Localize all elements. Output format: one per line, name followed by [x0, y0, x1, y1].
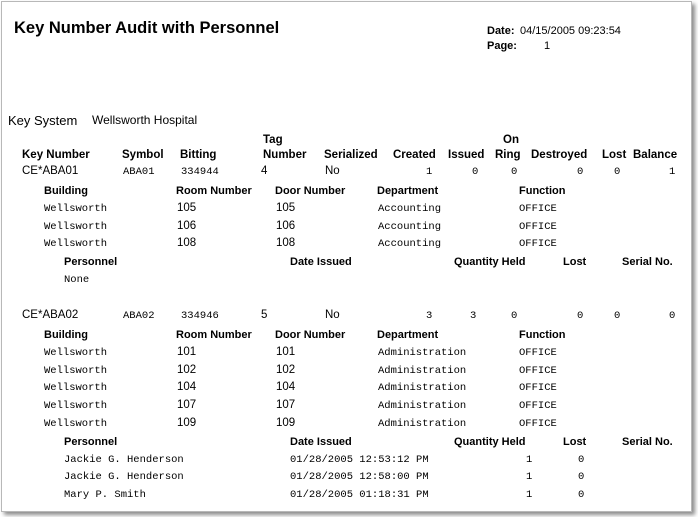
quantity-held-cell: 1 [526, 471, 533, 483]
function-cell: OFFICE [519, 382, 557, 394]
room-header-department: Department [377, 185, 439, 197]
lost-cell: 0 [578, 489, 585, 501]
lost-cell: 0 [578, 471, 585, 483]
balance-cell: 1 [669, 166, 676, 178]
created-cell: 3 [426, 310, 433, 322]
key-number-cell: CE*ABA02 [22, 309, 79, 321]
door-cell: 109 [276, 417, 296, 429]
destroyed-cell: 0 [577, 166, 584, 178]
key-system-label: Key System [8, 113, 78, 128]
department-cell: Administration [378, 418, 467, 430]
personnel-header-date-issued: Date Issued [290, 256, 352, 268]
header-key-number: Key Number [22, 149, 90, 161]
page-label: Page: [487, 40, 517, 52]
room-header-door-number: Door Number [275, 329, 346, 341]
on-ring-cell: 0 [511, 166, 518, 178]
building-cell: Wellsworth [44, 238, 108, 250]
department-cell: Accounting [378, 221, 442, 233]
department-cell: Accounting [378, 238, 442, 250]
function-cell: OFFICE [519, 238, 557, 250]
building-cell: Wellsworth [44, 221, 108, 233]
page-value: 1 [544, 40, 551, 52]
door-cell: 104 [276, 381, 296, 393]
personnel-header-name: Personnel [64, 256, 118, 268]
header-balance: Balance [633, 149, 678, 161]
personnel-header-serial-no: Serial No. [622, 436, 673, 448]
symbol-cell: ABA02 [123, 310, 155, 322]
room-cell: 104 [177, 381, 197, 393]
department-cell: Administration [378, 382, 467, 394]
personnel-header-lost: Lost [563, 256, 587, 268]
function-cell: OFFICE [519, 365, 557, 377]
tag-number-cell: 4 [261, 165, 268, 177]
personnel-name-cell: Jackie G. Henderson [64, 454, 184, 466]
personnel-header-quantity-held: Quantity Held [454, 256, 526, 268]
personnel-name-cell: Jackie G. Henderson [64, 471, 184, 483]
personnel-header-lost: Lost [563, 436, 587, 448]
header-issued: Issued [448, 149, 485, 161]
balance-cell: 0 [669, 310, 676, 322]
header-tag: Tag [263, 134, 283, 146]
report-page [1, 1, 692, 512]
symbol-cell: ABA01 [123, 166, 155, 178]
door-cell: 101 [276, 346, 296, 358]
door-cell: 108 [276, 237, 296, 249]
room-header-department: Department [377, 329, 439, 341]
header-serialized: Serialized [324, 149, 378, 161]
function-cell: OFFICE [519, 221, 557, 233]
function-cell: OFFICE [519, 203, 557, 215]
bitting-cell: 334946 [181, 310, 219, 322]
header-created: Created [393, 149, 436, 161]
room-cell: 107 [177, 399, 197, 411]
date-issued-cell: 01/28/2005 12:53:12 PM [290, 454, 429, 466]
lost-cell: 0 [614, 310, 621, 322]
department-cell: Accounting [378, 203, 442, 215]
room-cell: 101 [177, 346, 197, 358]
door-cell: 106 [276, 220, 296, 232]
created-cell: 1 [426, 166, 433, 178]
room-cell: 108 [177, 237, 197, 249]
header-ring: Ring [495, 149, 521, 161]
building-cell: Wellsworth [44, 203, 108, 215]
personnel-none: None [64, 274, 90, 286]
report-title: Key Number Audit with Personnel [14, 19, 280, 37]
door-cell: 102 [276, 364, 296, 376]
function-cell: OFFICE [519, 347, 557, 359]
on-ring-cell: 0 [511, 310, 518, 322]
room-cell: 105 [177, 202, 197, 214]
issued-cell: 0 [472, 166, 479, 178]
function-cell: OFFICE [519, 400, 557, 412]
room-header-building: Building [44, 329, 88, 341]
personnel-header-date-issued: Date Issued [290, 436, 352, 448]
department-cell: Administration [378, 365, 467, 377]
header-on: On [503, 134, 519, 146]
room-header-door-number: Door Number [275, 185, 346, 197]
door-cell: 107 [276, 399, 296, 411]
date-value: 04/15/2005 09:23:54 [520, 25, 621, 37]
date-issued-cell: 01/28/2005 12:58:00 PM [290, 471, 429, 483]
department-cell: Administration [378, 400, 467, 412]
key-number-cell: CE*ABA01 [22, 165, 79, 177]
building-cell: Wellsworth [44, 382, 108, 394]
personnel-header-serial-no: Serial No. [622, 256, 673, 268]
room-header-room-number: Room Number [176, 329, 252, 341]
bitting-cell: 334944 [181, 166, 219, 178]
building-cell: Wellsworth [44, 400, 108, 412]
room-header-room-number: Room Number [176, 185, 252, 197]
room-header-function: Function [519, 329, 566, 341]
personnel-name-cell: Mary P. Smith [64, 489, 146, 501]
lost-cell: 0 [578, 454, 585, 466]
header-symbol: Symbol [122, 149, 164, 161]
room-cell: 106 [177, 220, 197, 232]
room-header-building: Building [44, 185, 88, 197]
destroyed-cell: 0 [577, 310, 584, 322]
header-bitting: Bitting [180, 149, 217, 161]
date-issued-cell: 01/28/2005 01:18:31 PM [290, 489, 429, 501]
issued-cell: 3 [470, 310, 477, 322]
quantity-held-cell: 1 [526, 454, 533, 466]
building-cell: Wellsworth [44, 418, 108, 430]
serialized-cell: No [325, 309, 340, 321]
quantity-held-cell: 1 [526, 489, 533, 501]
building-cell: Wellsworth [44, 365, 108, 377]
room-header-function: Function [519, 185, 566, 197]
tag-number-cell: 5 [261, 309, 268, 321]
personnel-header-quantity-held: Quantity Held [454, 436, 526, 448]
date-label: Date: [487, 25, 515, 37]
function-cell: OFFICE [519, 418, 557, 430]
header-number: Number [263, 149, 307, 161]
building-cell: Wellsworth [44, 347, 108, 359]
lost-cell: 0 [614, 166, 621, 178]
door-cell: 105 [276, 202, 296, 214]
room-cell: 109 [177, 417, 197, 429]
personnel-header-name: Personnel [64, 436, 118, 448]
header-lost: Lost [602, 149, 627, 161]
room-cell: 102 [177, 364, 197, 376]
header-destroyed: Destroyed [531, 149, 588, 161]
serialized-cell: No [325, 165, 340, 177]
department-cell: Administration [378, 347, 467, 359]
key-system-value: Wellsworth Hospital [92, 113, 198, 127]
